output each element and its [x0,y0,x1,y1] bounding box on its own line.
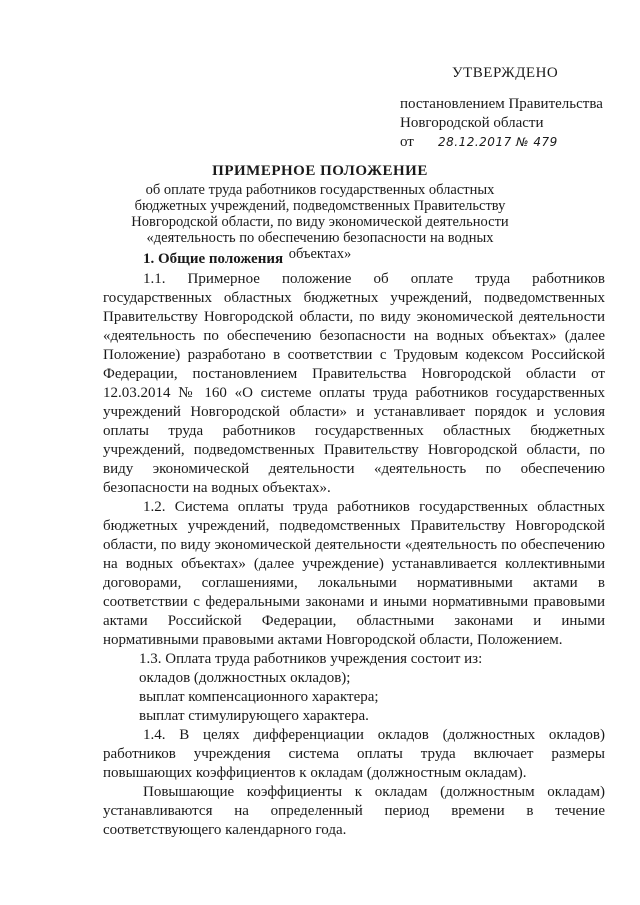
list-item: выплат компенсационного характера; [139,689,379,705]
paragraph-coefficients: Повышающие коэффициенты к окладам (должностным окладам) устанавливаются на определенный период времени в течение соответствующего календарного года. [103,784,605,838]
approval-handwritten-date: 28.12.2017 № 479 [438,135,558,149]
approval-date-row [400,133,620,152]
approval-title: УТВЕРЖДЕНО [452,65,559,81]
document-body [103,250,605,840]
paragraph-1-2: 1.2. Система оплаты труда работников государственных областных бюджетных учреждений, подведомственных Правительству Новгородской области, по виду экономической деятельности «деятельность по обеспечению на водных объектах» (далее учреждение) устанавливается коллективными договорами, соглашениями, локальными нормативными актами в соответствии с федеральными законами и иными нормативными правовыми актами Российской Федерации, областными законами и иными нормативными правовыми актами Новгородской области, Положением. [103,499,605,648]
approval-block [400,64,620,152]
list-item: окладов (должностных окладов); [139,670,351,686]
approval-from-label: от [400,134,414,150]
document-subtitle: об оплате труда работников государственных областных бюджетных учреждений, подведомственных Правительству Новгородской области, по виду экономической деятельности «деятельность по обеспечению безопасности на водных объектах» [131,182,509,262]
document-title: ПРИМЕРНОЕ ПОЛОЖЕНИЕ [212,163,428,179]
approval-line-decree: постановлением Правительства [400,96,603,112]
paragraph-1-4: 1.4. В целях дифференциации окладов (должностных окладов) работников учреждения система оплаты труда включает размеры повышающих коэффициентов к окладам (должностным окладам). [103,727,605,781]
approval-line-region: Новгородской области [400,115,544,131]
list-item: выплат стимулирующего характера. [139,708,369,724]
paragraph-1-3: 1.3. Оплата труда работников учреждения состоит из: [139,651,483,667]
paragraph-1-1: 1.1. Примерное положение об оплате труда работников государственных областных бюджетных учреждений, подведомственных Правительству Новгородской области, по виду экономической деятельности «деятельность по обеспечению безопасности на водных объектах» (далее Положение) разработано в соответствии с Трудовым кодексом Российской Федерации, постановлением Правительства Новгородской области от 12.03.2014 № 160 «О системе оплаты труда работников государственных учреждений Новгородской области» и устанавливает порядок и условия оплаты труда работников государственных областных бюджетных учреждений, подведомственных Правительству Новгородской области, по виду экономической деятельности «деятельность по обеспечению безопасности на водных объектах». [103,271,605,496]
section-heading: 1. Общие положения [143,251,284,267]
